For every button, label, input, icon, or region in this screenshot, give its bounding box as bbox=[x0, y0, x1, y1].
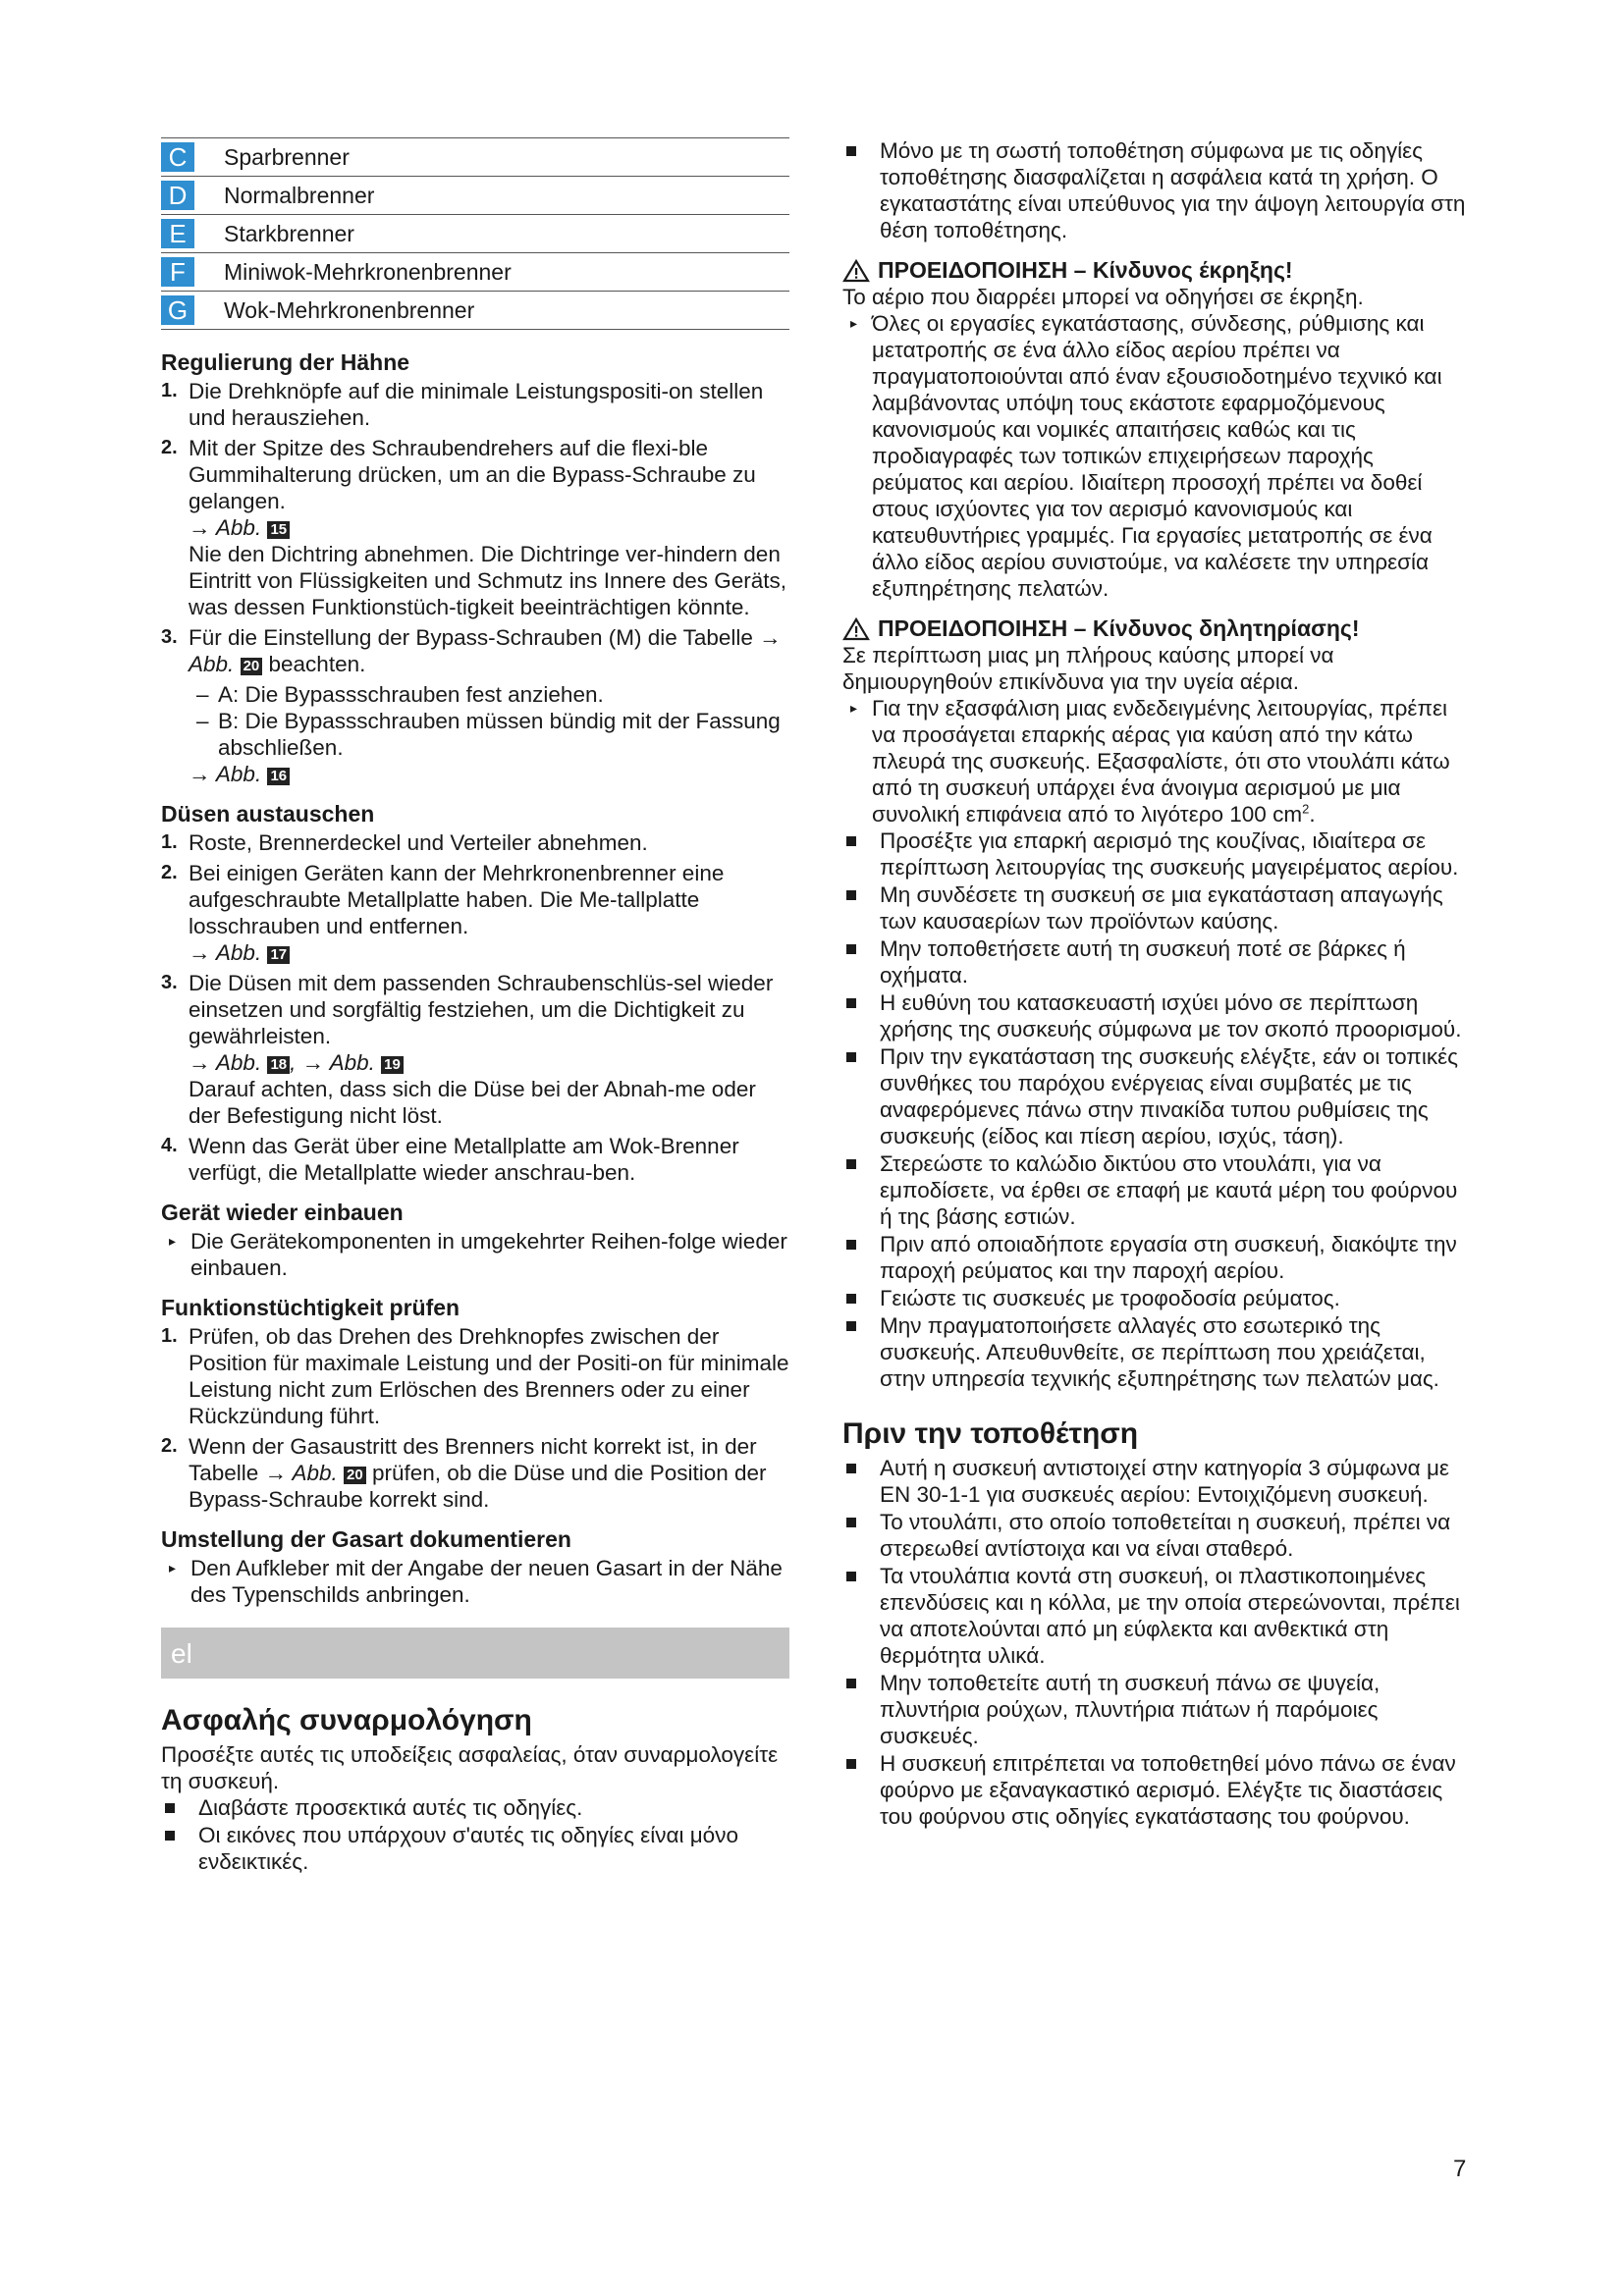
figure-reference-line: → Abb. 16 bbox=[189, 761, 789, 787]
figure-number-badge: 20 bbox=[241, 658, 263, 675]
funktion-steps bbox=[161, 1323, 789, 1513]
list-item: Πριν από οποιαδήποτε εργασία στη συσκευή, διακόψτε την παροχή ρεύματος και την παροχή αερίου. bbox=[842, 1231, 1471, 1284]
step-item: 3. Die Düsen mit dem passenden Schraubenschlüs-sel wieder einsetzen und sorgfältig festziehen, um die Dichtigkeit zu gewährleisten. → Abb. 18 , → Abb. 19 Darauf achten, dass sich die Düse bei der Abnah-me oder der Befestigung nicht löst. bbox=[161, 971, 774, 1128]
list-item: ▸ Για την εξασφάλιση μιας ενδεδειγμένης λειτουργίας, πρέπει να προσάγεται επαρκής αέρας για καύση από την κάτω πλευρά της συσκευής. Εξασφαλίστε, ότι στο ντουλάπι κάτω από τη συσκευή υπάρχει ένα άνοιγμα αερισμού με μια συνολική επιφάνεια από το λιγότερο 100 $cm^2$. bbox=[850, 696, 1450, 827]
burner-row bbox=[161, 215, 789, 253]
step-item: 1. Prüfen, ob das Drehen des Drehknopfes zwischen der Position für maximale Leistung und der Positi-on für minimale Leistung nicht zum Erlöschen des Brenners oder zu einer Rückzündung führt. bbox=[161, 1324, 789, 1428]
list-item: Αυτή η συσκευή αντιστοιχεί στην κατηγορία 3 σύμφωνα με EN 30-1-1 για συσκευές αερίου: Εντοιχιζόμενη συσκευή. bbox=[842, 1455, 1471, 1508]
step-item: 4. Wenn das Gerät über eine Metallplatte am Wok-Brenner verfügt, die Metallplatte wieder anschrau-ben. bbox=[161, 1134, 739, 1185]
list-item: Μην πραγματοποιήσετε αλλαγές στο εσωτερικό της συσκευής. Απευθυνθείτε, σε περίπτωση που χρειάζεται, στην υπηρεσία τεχνικής εξυπηρέτησης των πελατών μας. bbox=[842, 1312, 1471, 1392]
dash-item: – B: Die Bypassschrauben müssen bündig mit der Fassung abschließen. bbox=[196, 709, 781, 760]
list-item: Η συσκευή επιτρέπεται να τοποθετηθεί μόνο πάνω σε έναν φούρνο με εξαναγκαστικό αερισμό. Ελέγξτε τις διαστάσεις του φούρνου στις οδηγίες εγκατάστασης του φούρνου. bbox=[842, 1750, 1471, 1830]
step-item: 2. Bei einigen Geräten kann der Mehrkronenbrenner eine aufgeschraubte Metallplatte haben. Die Me-tallplatte losschrauben und entfernen. → Abb. 17 bbox=[161, 861, 725, 965]
warning-triangle-icon bbox=[842, 617, 870, 641]
list-item: Μη συνδέσετε τη συσκευή σε μια εγκατάσταση απαγωγής των καυσαερίων των προϊόντων καύσης. bbox=[842, 881, 1471, 934]
warning-text: Το αέριο που διαρρέει μπορεί να οδηγήσει σε έκρηξη. bbox=[842, 285, 1364, 309]
warning-action-list bbox=[842, 695, 1471, 828]
list-item: ▸ Όλες οι εργασίες εγκατάστασης, σύνδεσης, ρύθμισης και μετατροπής σε ένα άλλο είδος αερίου πρέπει να πραγματοποιούνται από έναν εξουσιοδοτημένο τεχνικό και λαμβάνοντας υπόψη τους εκάστοτε εφαρμοζόμενους κανονισμούς και νομικές απαιτήσεις καθώς και τις προδιαγραφές των τοπικών επιχειρήσεων παροχής ρεύματος και αερίου. Ιδιαίτερη προσοχή πρέπει να δοθεί στους ισχύοντες για τον αερισμό κανονισμούς και κατευθυντήριες γραμμές. Για εργασίες μετατροπής σε ένα άλλο είδος αερίου συνιστούμε, να καλέσετε την υπηρεσία εξυπηρέτησης πελατών. bbox=[850, 311, 1442, 601]
burner-row bbox=[161, 253, 789, 292]
burner-letter: G bbox=[161, 295, 194, 325]
list-item: Διαβάστε προσεκτικά αυτές τις οδηγίες. bbox=[161, 1794, 789, 1821]
language-code: el bbox=[171, 1637, 192, 1669]
burner-table bbox=[161, 137, 789, 330]
list-item: Προσέξτε για επαρκή αερισμό της κουζίνας, ιδιαίτερα σε περίπτωση λειτουργίας της συσκευής μαγειρέματος αερίου. bbox=[842, 828, 1471, 881]
section-heading-before-install: Πριν την τοποθέτηση bbox=[842, 1417, 1139, 1450]
umstellung-list bbox=[161, 1555, 789, 1608]
warning-heading: ΠΡΟΕΙΔΟΠΟΙΗΣΗ – Κίνδυνος έκρηξης! bbox=[842, 257, 1471, 284]
burner-label: Miniwok-Mehrkronenbrenner bbox=[224, 258, 512, 285]
list-item: ▸ Die Gerätekomponenten in umgekehrter Reihen-folge wieder einbauen. bbox=[169, 1229, 787, 1280]
section-heading-umstellung: Umstellung der Gasart dokumentieren bbox=[161, 1526, 571, 1552]
warning-text: Σε περίπτωση μιας μη πλήρους καύσης μπορεί να δημιουργηθούν επικίνδυνα για την υγεία αέρια. bbox=[842, 643, 1334, 694]
burner-letter: E bbox=[161, 219, 194, 248]
section-heading-einbauen: Gerät wieder einbauen bbox=[161, 1200, 404, 1225]
burner-row bbox=[161, 292, 789, 330]
burner-label: Sparbrenner bbox=[224, 143, 350, 170]
warning-triangle-icon bbox=[842, 259, 870, 283]
list-item: Η ευθύνη του κατασκευαστή ισχύει μόνο σε περίπτωση χρήσης της συσκευής σύμφωνα με τον σκοπό προορισμού. bbox=[842, 989, 1471, 1042]
left-column bbox=[161, 137, 789, 1876]
list-item: Τα ντουλάπια κοντά στη συσκευή, οι πλαστικοποιημένες επενδύσεις και η κόλλα, με την οποία στερεώνονται, πρέπει να αποτελούνται από μη εύφλεκτα και ανθεκτικά στη θερμότητα υλικά. bbox=[842, 1563, 1471, 1669]
step-item: 1. Die Drehknöpfe auf die minimale Leistungspositi-on stellen und herausziehen. bbox=[161, 379, 764, 430]
section-heading-funktion: Funktionstüchtigkeit prüfen bbox=[161, 1295, 460, 1320]
right-column bbox=[842, 137, 1471, 1831]
list-item: Μην τοποθετείτε αυτή τη συσκευή πάνω σε ψυγεία, πλυντήρια ρούχων, πλυντήρια πιάτων ή παρόμοιες συσκευές. bbox=[842, 1670, 1471, 1749]
safety-intro: Προσέξτε αυτές τις υποδείξεις ασφαλείας, όταν συναρμολογείτε τη συσκευή. bbox=[161, 1742, 779, 1793]
step-note: Nie den Dichtring abnehmen. Die Dichtringe ver-hindern den Eintritt von Flüssigkeiten und Schmutz ins Innere des Geräts, was dessen Funktionstüch-tigkeit beeinträchtigen könnte. bbox=[189, 542, 787, 619]
section-heading-duesen: Düsen austauschen bbox=[161, 801, 375, 827]
language-bar bbox=[161, 1628, 789, 1679]
list-item: Στερεώστε το καλώδιο δικτύου στο ντουλάπι, για να εμποδίσετε, να έρθει σε επαφή με καυτά μέρη του φούρνου ή της βάσης εστιών. bbox=[842, 1150, 1471, 1230]
step-item: 1. Roste, Brennerdeckel und Verteiler abnehmen. bbox=[161, 830, 648, 855]
warning-action-list bbox=[842, 310, 1471, 602]
section-heading-safety: Ασφαλής συναρμολόγηση bbox=[161, 1704, 532, 1736]
figure-number-badge: 17 bbox=[267, 946, 290, 964]
burner-label: Normalbrenner bbox=[224, 182, 375, 208]
einbauen-list bbox=[161, 1228, 789, 1281]
figure-number-badge: 20 bbox=[344, 1467, 366, 1484]
list-item: ▸ Den Aufkleber mit der Angabe der neuen Gasart in der Nähe des Typenschilds anbringen. bbox=[169, 1556, 783, 1607]
regulierung-steps bbox=[161, 378, 789, 677]
before-install-list bbox=[842, 1455, 1471, 1830]
installation-note-list bbox=[842, 137, 1471, 243]
list-item: Μόνο με τη σωστή τοποθέτηση σύμφωνα με τις οδηγίες τοποθέτησης διασφαλίζεται η ασφάλεια κατά τη χρήση. Ο εγκαταστάτης είναι υπεύθυνος για την άψογη λειτουργία στη θέση τοποθέτησης. bbox=[842, 137, 1471, 243]
list-item: Πριν την εγκατάσταση της συσκευής ελέγξτε, εάν οι τοπικές συνθήκες του παρόχου ενέργειας είναι συμβατές με τις αναφερόμενες πάνω στην πινακίδα τυπου ρυθμίσεις της συσκευής (είδος και πίεση αερίου, ισχύς, τάση). bbox=[842, 1043, 1471, 1149]
step-item: 2. Wenn der Gasaustritt des Brenners nicht korrekt ist, in der Tabelle → Abb. 20 prüfen, ob die Düse und die Position der Bypass-Schraube korrekt sind. bbox=[161, 1434, 767, 1512]
section-heading-regulierung: Regulierung der Hähne bbox=[161, 349, 410, 375]
warning-list bbox=[842, 828, 1471, 1392]
burner-label: Starkbrenner bbox=[224, 220, 354, 246]
list-item: Το ντουλάπι, στο οποίο τοποθετείται η συσκευή, πρέπει να στερεωθεί αντίστοιχα και να είναι σταθερό. bbox=[842, 1509, 1471, 1562]
list-item: Οι εικόνες που υπάρχουν σ'αυτές τις οδηγίες είναι μόνο ενδεικτικές. bbox=[161, 1822, 789, 1875]
figure-number-badge: 16 bbox=[267, 768, 290, 785]
figure-number-badge: 19 bbox=[381, 1056, 404, 1074]
burner-row bbox=[161, 138, 789, 177]
burner-letter: F bbox=[161, 257, 194, 287]
step-item: 2. Mit der Spitze des Schraubendrehers auf die flexi-ble Gummihalterung drücken, um an die Bypass-Schraube zu gelangen. → Abb. 15 Nie den Dichtring abnehmen. Die Dichtringe ver-hindern den Eintritt von Flüssigkeiten und Schmutz ins Innere des Geräts, was dessen Funktionstüch-tigkeit beeinträchtigen könnte. bbox=[161, 436, 787, 619]
dash-item: – A: Die Bypassschrauben fest anziehen. bbox=[196, 682, 604, 707]
figure-reference: → Abb. bbox=[189, 515, 262, 540]
burner-label: Wok-Mehrkronenbrenner bbox=[224, 296, 475, 323]
list-item: Μην τοποθετήσετε αυτή τη συσκευή ποτέ σε βάρκες ή οχήματα. bbox=[842, 935, 1471, 988]
burner-letter: D bbox=[161, 181, 194, 210]
safety-list bbox=[161, 1794, 789, 1875]
page-number: 7 bbox=[1453, 2156, 1467, 2182]
list-item: Γειώστε τις συσκευές με τροφοδοσία ρεύματος. bbox=[842, 1285, 1471, 1311]
figure-number-badge: 15 bbox=[267, 521, 290, 539]
figure-reference: → Abb. bbox=[189, 625, 782, 676]
figure-number-badge: 18 bbox=[267, 1056, 290, 1074]
burner-letter: C bbox=[161, 142, 194, 172]
warning-heading: ΠΡΟΕΙΔΟΠΟΙΗΣΗ – Κίνδυνος δηλητηρίασης! bbox=[842, 615, 1471, 642]
step-item: 3. Für die Einstellung der Bypass-Schrauben (M) die Tabelle → Abb. 20 beachten. bbox=[161, 625, 782, 676]
duesen-steps bbox=[161, 829, 789, 1186]
burner-row bbox=[161, 177, 789, 215]
